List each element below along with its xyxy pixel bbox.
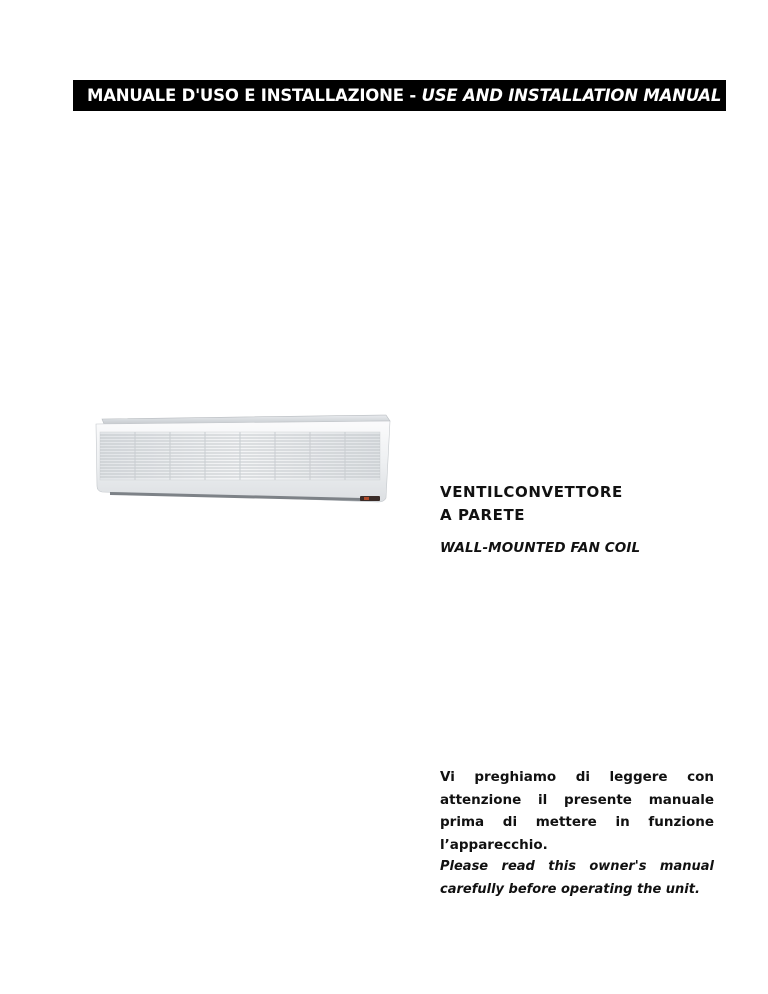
- reading-notice: [440, 766, 714, 901]
- product-title: [440, 481, 730, 527]
- notice-italian: Vi preghiamo di leggere con attenzione il presente manuale prima di mettere in funzione l’apparecchio.: [440, 769, 714, 853]
- product-subtitle: WALL-MOUNTED FAN COIL: [440, 540, 641, 556]
- manual-title-english: USE AND INSTALLATION MANUAL: [421, 86, 722, 105]
- fan-coil-unit-image: [92, 412, 392, 508]
- product-title-line2: A PARETE: [440, 506, 526, 524]
- notice-english: Please read this owner's manual carefully before operating the unit.: [440, 859, 714, 897]
- product-title-line1: VENTILCONVETTORE: [440, 483, 623, 501]
- manual-title-bar: [73, 80, 726, 111]
- manual-title-italian: MANUALE D'USO E INSTALLAZIONE -: [87, 86, 422, 105]
